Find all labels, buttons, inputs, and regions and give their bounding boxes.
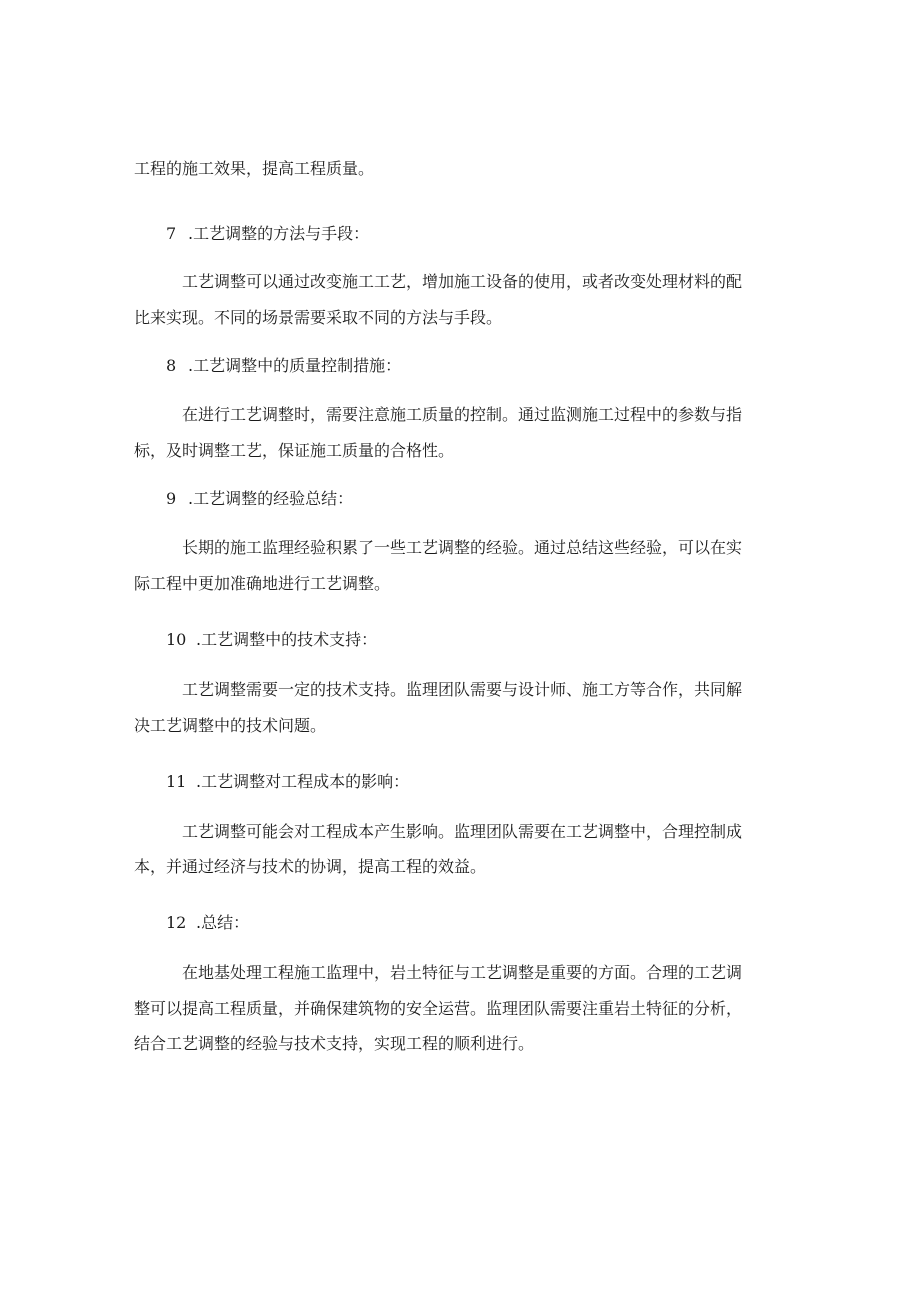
paragraph-line: 整可以提高工程质量，并确保建筑物的安全运营。监理团队需要注重岩土特征的分析， [134, 999, 743, 1018]
paragraph-line: 在地基处理工程施工监理中，岩土特征与工艺调整是重要的方面。合理的工艺调 [182, 963, 743, 982]
paragraph-line: 在进行工艺调整时，需要注意施工质量的控制。通过监测施工过程中的参数与指 [182, 405, 743, 424]
section-number: 10 [166, 630, 187, 649]
section-title: .工艺调整中的技术支持： [196, 630, 378, 649]
paragraph-line: 工艺调整可以通过改变施工工艺，增加施工设备的使用，或者改变处理材料的配 [182, 272, 743, 291]
section-heading-8 [166, 356, 401, 376]
section-title: .工艺调整中的质量控制措施： [188, 356, 402, 375]
section-heading-12 [166, 913, 249, 933]
paragraph-line: 际工程中更加准确地进行工艺调整。 [134, 574, 391, 593]
section-title: .工艺调整对工程成本的影响： [196, 772, 410, 791]
section-title: .工艺调整的经验总结： [188, 489, 354, 508]
section-number: 12 [166, 913, 187, 932]
paragraph-line: 结合工艺调整的经验与技术支持，实现工程的顺利进行。 [134, 1034, 535, 1053]
paragraph-line: 长期的施工监理经验积累了一些工艺调整的经验。通过总结这些经验，可以在实 [182, 538, 743, 557]
section-number: 7 [166, 224, 177, 243]
section-title: .工艺调整的方法与手段： [188, 224, 370, 243]
section-heading-10 [166, 630, 377, 650]
paragraph-line: 标，及时调整工艺，保证施工质量的合格性。 [134, 441, 455, 460]
paragraph-line: 工艺调整需要一定的技术支持。监理团队需要与设计师、施工方等合作，共同解 [182, 680, 743, 699]
opening-line: 工程的施工效果，提高工程质量。 [134, 159, 375, 178]
section-number: 8 [166, 356, 177, 375]
section-title: .总结： [196, 913, 250, 932]
section-heading-11 [166, 772, 409, 792]
section-number: 11 [166, 772, 187, 791]
section-number: 9 [166, 489, 177, 508]
paragraph-line: 工艺调整可能会对工程成本产生影响。监理团队需要在工艺调整中，合理控制成 [182, 822, 743, 841]
section-heading-9 [166, 489, 353, 509]
paragraph-line: 比来实现。不同的场景需要采取不同的方法与手段。 [134, 308, 503, 327]
paragraph-line: 决工艺调整中的技术问题。 [134, 716, 327, 735]
section-heading-7 [166, 224, 369, 244]
paragraph-line: 本，并通过经济与技术的协调，提高工程的效益。 [134, 857, 487, 876]
